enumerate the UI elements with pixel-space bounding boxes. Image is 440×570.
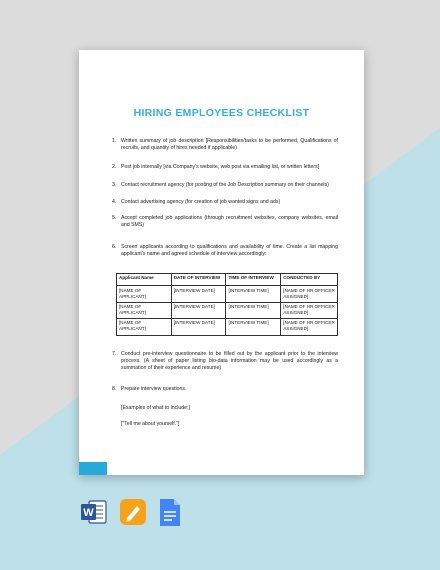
table-cell: [NAME OF APPLICANT] [117, 286, 172, 302]
example-question: ["Tell me about yourself."] [121, 421, 180, 427]
item-text: Screen applicants according to qualifications and availability of time. Create a list mapping applicant's name and agreed schedule of interview accordingly: [121, 244, 338, 258]
table-cell: [NAME OF APPLICANT] [117, 319, 172, 335]
google-docs-icon[interactable] [158, 498, 182, 528]
table-cell: [INTERVIEW DATE] [171, 302, 226, 318]
table-cell: [NAME OF HR OFFICER ASSIGNED] [281, 286, 338, 302]
item-number: 7. [112, 351, 117, 357]
table-row [117, 286, 338, 302]
column-header: Applicant Name [117, 274, 172, 286]
interview-schedule-table [116, 273, 338, 336]
item-text: Accept completed job applications (through recruitment websites, company websites, email and SMS) [121, 215, 338, 229]
column-header: DATE OF INTERVIEW [171, 274, 226, 286]
table-cell: [INTERVIEW DATE] [171, 319, 226, 335]
accent-bar [79, 462, 107, 475]
item-text: Contact advertising agency (for creation of job wanted signs and ads) [121, 199, 281, 205]
examples-label: [Examples of what to include:] [121, 405, 190, 411]
item-text: Prepare interview questions. [121, 386, 187, 392]
table-cell: [INTERVIEW TIME] [226, 319, 281, 335]
table-cell: [INTERVIEW TIME] [226, 302, 281, 318]
svg-text:W: W [83, 507, 94, 519]
item-number: 6. [112, 244, 117, 250]
item-number: 4. [112, 199, 117, 205]
table-header-row [117, 274, 338, 286]
table-cell: [INTERVIEW DATE] [171, 286, 226, 302]
item-text: Written summary of job description [Responsibilities/tasks to be performed, Qualifications of recruits, and quantity of hires needed if applicable) [121, 138, 338, 152]
document-title: HIRING EMPLOYEES CHECKLIST [133, 107, 310, 119]
table-row [117, 319, 338, 335]
item-text: Post job internally [via Company's website, web post via emailing list, or written letters] [121, 164, 320, 170]
item-number: 8. [112, 386, 117, 392]
item-number: 2. [112, 164, 117, 170]
item-text: Contact recruitment agency (for posting of the Job Description summary on their channels) [121, 182, 329, 188]
table-cell: [INTERVIEW TIME] [226, 286, 281, 302]
item-number: 3. [112, 182, 117, 188]
item-number: 1. [112, 138, 117, 144]
item-text: Conduct pre-interview questionnaire to be filled out by the applicant prior to the interview process. (A sheet of paper listing bio-data information may be used accordingly as a summation of their experience and resume) [121, 351, 338, 372]
word-icon[interactable] [80, 498, 108, 526]
table-cell: [NAME OF APPLICANT] [117, 302, 172, 318]
table-cell: [NAME OF HR OFFICER ASSIGNED] [281, 319, 338, 335]
pages-icon[interactable] [119, 498, 147, 526]
item-number: 5. [112, 215, 117, 221]
column-header: TIME OF INTERVIEW [226, 274, 281, 286]
table-cell: [NAME OF HR OFFICER ASSIGNED] [281, 302, 338, 318]
document-page [79, 50, 364, 475]
table-row [117, 302, 338, 318]
column-header: CONDUCTED BY [281, 274, 338, 286]
